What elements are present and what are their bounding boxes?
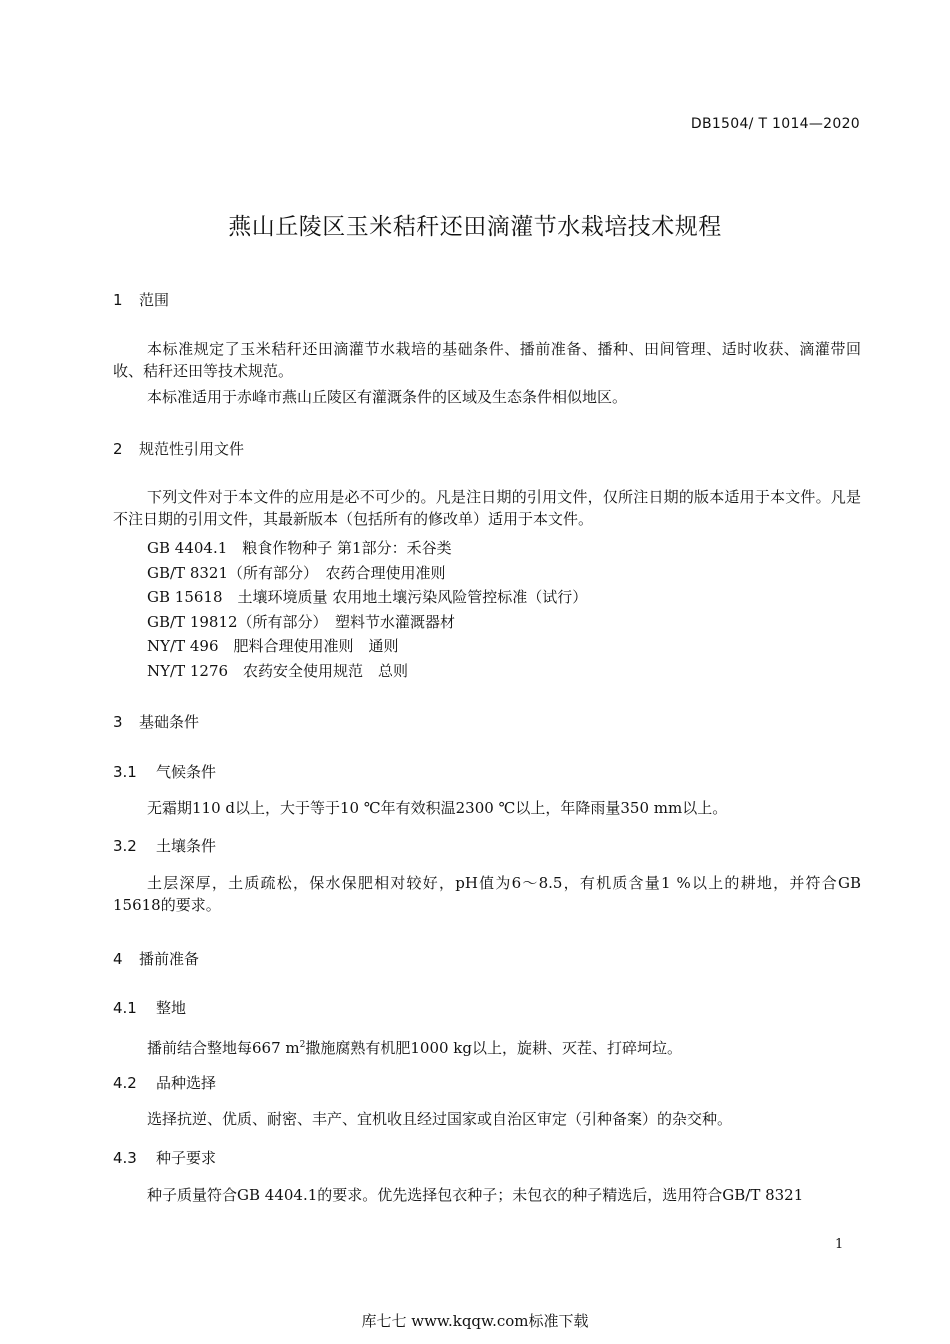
subsection-4-1-heading	[113, 997, 186, 1018]
document-number: DB1504/ T 1014—2020	[690, 116, 860, 132]
subsection-3-1-heading	[113, 761, 216, 782]
subsection-4-1-paragraph	[113, 1034, 861, 1059]
section-title: 范围	[139, 291, 170, 309]
section-1-paragraph-1: 本标准规定了玉米秸秆还田滴灌节水栽培的基础条件、播前准备、播种、田间管理、适时收获、滴灌带回收、秸秆还田等技术规范。	[113, 340, 861, 380]
document-title: 燕山丘陵区玉米秸秆还田滴灌节水栽培技术规程	[228, 214, 722, 240]
subsection-3-1-paragraph: 无霜期110 d以上，大于等于10 ℃年有效积温2300 ℃以上，年降雨量350 mm以上。	[147, 799, 728, 817]
subsection-title: 品种选择	[156, 1074, 217, 1092]
subsection-title: 气候条件	[156, 763, 217, 781]
reference-item: GB 15618 土壤环境质量 农用地土壤污染风险管控标准（试行）	[147, 588, 588, 606]
section-1-paragraph-2: 本标准适用于赤峰市燕山丘陵区有灌溉条件的区域及生态条件相似地区。	[147, 388, 628, 406]
page-number: 1	[835, 1237, 844, 1252]
section-2-heading	[113, 438, 244, 459]
subsection-number: 4.2	[113, 1074, 137, 1092]
subsection-number: 4.3	[113, 1149, 137, 1167]
subsection-3-2-paragraph: 土层深厚，土质疏松，保水保肥相对较好，pH值为6～8.5，有机质含量1 %以上的耕地，并符合GB 15618的要求。	[113, 874, 861, 914]
superscript: 2	[299, 1040, 306, 1050]
section-3-heading	[113, 711, 199, 732]
reference-item: GB/T 19812（所有部分） 塑料节水灌溉器材	[147, 613, 456, 631]
section-1-heading	[113, 289, 169, 310]
subsection-4-3-heading	[113, 1147, 216, 1168]
section-title: 基础条件	[139, 713, 200, 731]
subsection-title: 土壤条件	[156, 837, 217, 855]
subsection-number: 3.1	[113, 763, 137, 781]
subsection-4-2-heading	[113, 1072, 216, 1093]
reference-item: GB/T 8321（所有部分） 农药合理使用准则	[147, 564, 446, 582]
reference-item: NY/T 1276 农药安全使用规范 总则	[147, 662, 409, 680]
subsection-title: 种子要求	[156, 1149, 217, 1167]
paragraph-text: 撒施腐熟有机肥1000 kg以上，旋耕、灭茬、打碎坷垃。	[305, 1039, 682, 1057]
footer-watermark: 库七七 www.kqqw.com标准下载	[361, 1312, 589, 1330]
subsection-number: 3.2	[113, 837, 137, 855]
subsection-number: 4.1	[113, 999, 137, 1017]
section-number: 3	[113, 713, 123, 731]
section-number: 4	[113, 950, 123, 968]
subsection-4-3-paragraph: 种子质量符合GB 4404.1的要求。优先选择包衣种子；未包衣的种子精选后，选用符合GB/T 8321	[147, 1186, 804, 1204]
section-title: 播前准备	[139, 950, 200, 968]
reference-item: NY/T 496 肥料合理使用准则 通则	[147, 637, 399, 655]
section-number: 1	[113, 291, 123, 309]
section-title: 规范性引用文件	[139, 440, 245, 458]
section-4-heading	[113, 948, 199, 969]
subsection-4-2-paragraph: 选择抗逆、优质、耐密、丰产、宜机收且经过国家或自治区审定（引种备案）的杂交种。	[147, 1110, 733, 1128]
paragraph-text: 播前结合整地每667 m	[147, 1039, 300, 1057]
reference-item: GB 4404.1 粮食作物种子 第1部分：禾谷类	[147, 539, 452, 557]
subsection-3-2-heading	[113, 835, 216, 856]
section-number: 2	[113, 440, 123, 458]
subsection-title: 整地	[156, 999, 187, 1017]
section-2-paragraph: 下列文件对于本文件的应用是必不可少的。凡是注日期的引用文件，仅所注日期的版本适用于本文件。凡是不注日期的引用文件，其最新版本（包括所有的修改单）适用于本文件。	[113, 488, 861, 528]
